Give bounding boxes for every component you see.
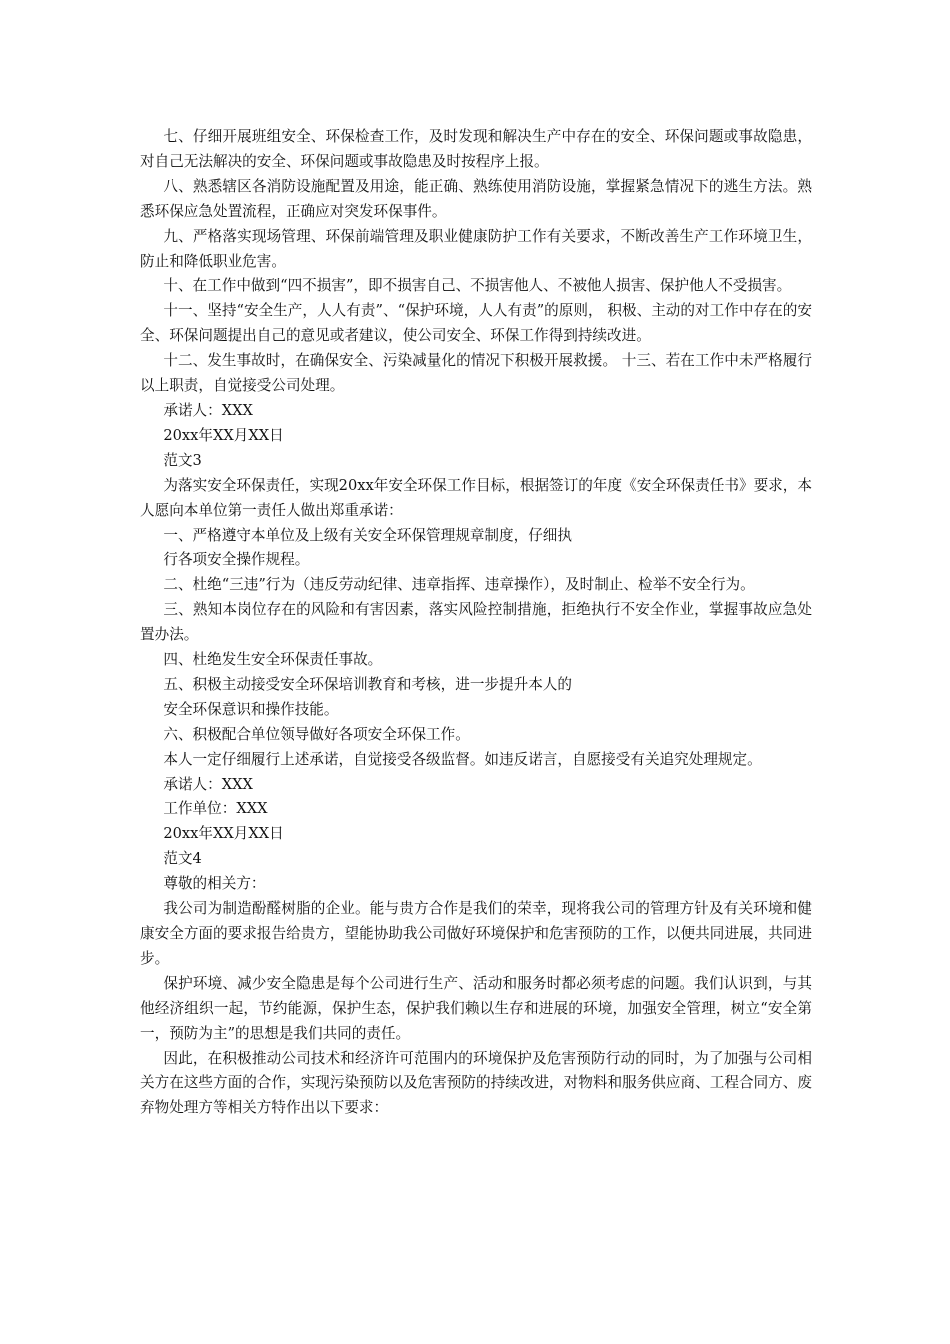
commitment-item-1-continued: 行各项安全操作规程。 bbox=[163, 551, 310, 569]
date-line: 20xx年XX月XX日 bbox=[163, 426, 284, 444]
body-paragraph-3: 因此，在积极推动公司技术和经济许可范围内的环境保护及危害预防行动的同时，为了加强与公司相关方在这些方面的合作，实现污染预防以及危害预防的持续改进，对物料和服务供应商、工程合同方、废弃物处理方等相关方特作出以下要求： bbox=[140, 1049, 812, 1117]
work-unit-line: 工作单位：XXX bbox=[163, 800, 268, 818]
signatory-line: 承诺人：XXX bbox=[163, 401, 253, 419]
commitment-item-5-continued: 安全环保意识和操作技能。 bbox=[163, 700, 339, 718]
date-line-2: 20xx年XX月XX日 bbox=[163, 825, 284, 843]
paragraph-item-11: 十一、坚持“安全生产，人人有责”、“保护环境，人人有责”的原则， 积极、主动的对工作中存在的安全、环保问题提出自己的意见或者建议，使公司安全、环保工作得到持续改进。 bbox=[140, 302, 812, 345]
section-heading-3: 范文3 bbox=[163, 451, 202, 469]
body-paragraph-1: 我公司为制造酚醛树脂的企业。能与贵方合作是我们的荣幸，现将我公司的管理方针及有关环境和健康安全方面的要求报告给贵方，望能协助我公司做好环境保护和危害预防的工作，以便共同进展，共同进步。 bbox=[140, 900, 812, 967]
commitment-closing: 本人一定仔细履行上述承诺，自觉接受各级监督。如违反诺言，自愿接受有关追究处理规定。 bbox=[163, 750, 762, 768]
paragraph-item-7: 七、仔细开展班组安全、环保检查工作，及时发现和解决生产中存在的安全、环保问题或事故隐患，对自己无法解决的安全、环保问题或事故隐患及时按程序上报。 bbox=[140, 128, 812, 170]
intro-paragraph-3: 为落实安全环保责任，实现20xx年安全环保工作目标，根据签订的年度《安全环保责任书》要求，本人愿向本单位第一责任人做出郑重承诺： bbox=[140, 476, 812, 519]
paragraph-item-9: 九、严格落实现场管理、环保前端管理及职业健康防护工作有关要求，不断改善生产工作环境卫生，防止和降低职业危害。 bbox=[140, 227, 812, 270]
signatory-line-2: 承诺人：XXX bbox=[163, 775, 253, 793]
paragraph-item-10: 十、在工作中做到“四不损害”，即不损害自己、不损害他人、不被他人损害、保护他人不受损害。 bbox=[163, 277, 792, 295]
document-body bbox=[140, 125, 812, 1121]
salutation: 尊敬的相关方： bbox=[163, 875, 266, 893]
paragraph-item-12: 十二、发生事故时，在确保安全、污染减量化的情况下积极开展救援。 十三、若在工作中未严格履行以上职责，自觉接受公司处理。 bbox=[140, 352, 812, 395]
commitment-item-5: 五、积极主动接受安全环保培训教育和考核，进一步提升本人的 bbox=[163, 675, 572, 693]
section-heading-4: 范文4 bbox=[163, 850, 202, 868]
paragraph-item-8: 八、熟悉辖区各消防设施配置及用途，能正确、熟练使用消防设施，掌握紧急情况下的逃生方法。熟悉环保应急处置流程，正确应对突发环保事件。 bbox=[140, 177, 812, 220]
commitment-item-6: 六、积极配合单位领导做好各项安全环保工作。 bbox=[163, 725, 470, 743]
commitment-item-1: 一、严格遵守本单位及上级有关安全环保管理规章制度，仔细执 bbox=[163, 526, 572, 544]
body-paragraph-2: 保护环境、减少安全隐患是每个公司进行生产、活动和服务时都必须考虑的问题。我们认识到，与其他经济组织一起，节约能源，保护生态，保护我们赖以生存和进展的环境，加强安全管理，树立“安全第一，预防为主”的思想是我们共同的责任。 bbox=[140, 974, 812, 1042]
commitment-item-4: 四、杜绝发生安全环保责任事故。 bbox=[163, 651, 383, 669]
commitment-item-2: 二、杜绝“三违”行为（违反劳动纪律、违章指挥、违章操作），及时制止、检举不安全行为。 bbox=[163, 576, 755, 594]
commitment-item-3: 三、熟知本岗位存在的风险和有害因素，落实风险控制措施，拒绝执行不安全作业，掌握事故应急处置办法。 bbox=[140, 601, 812, 644]
